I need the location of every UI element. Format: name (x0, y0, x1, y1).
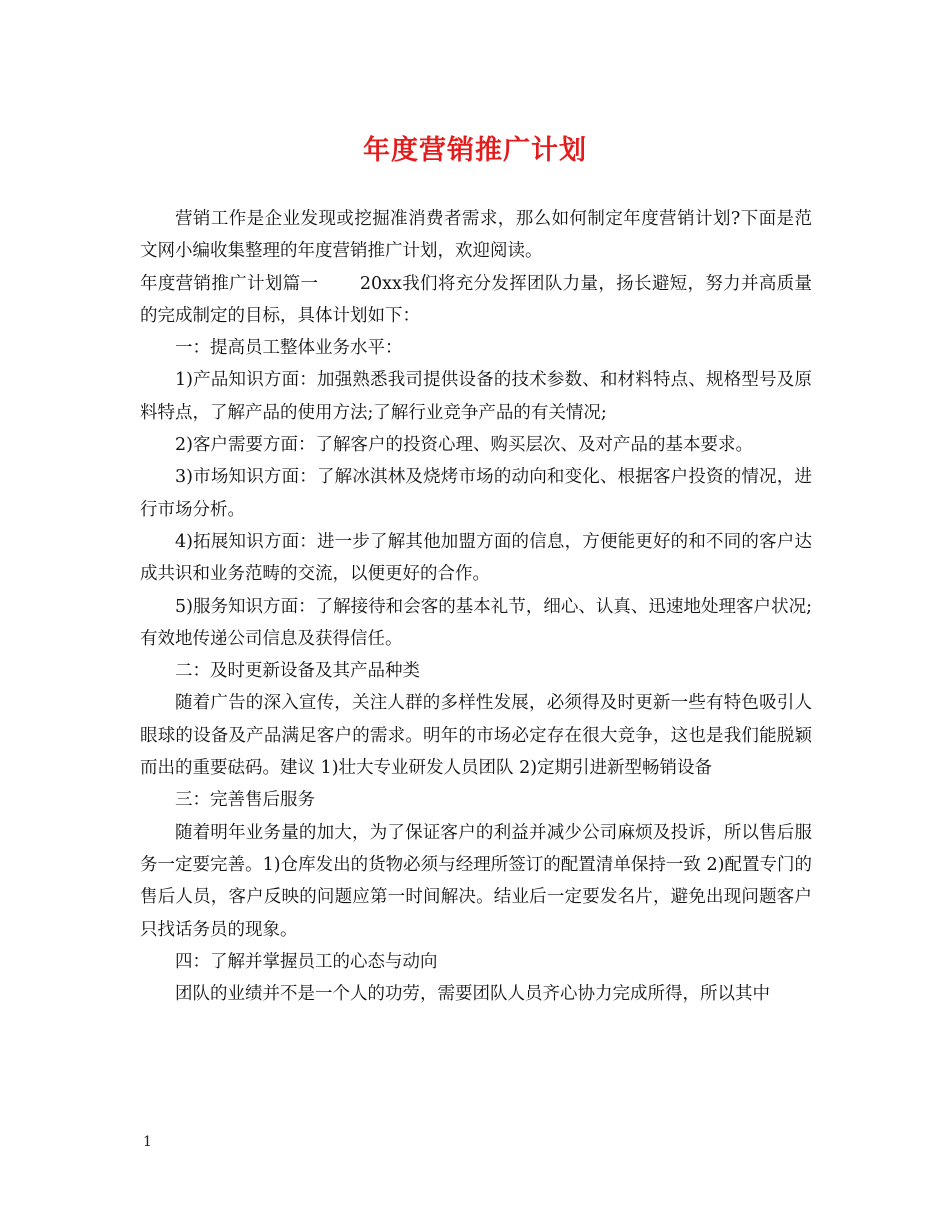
paragraph-product-knowledge: 1)产品知识方面：加强熟悉我司提供设备的技术参数、和材料特点、规格型号及原料特点，了解产品的使用方法;了解行业竞争产品的有关情况; (140, 370, 812, 423)
paragraph-plan-intro: 年度营销推广计划篇一 20xx我们将充分发挥团队力量，扬长避短，努力并高质量的完成制定的目标，具体计划如下： (140, 273, 812, 326)
section-heading-4: 四：了解并掌握员工的心态与动向 (175, 951, 438, 972)
paragraph-service-knowledge: 5)服务知识方面：了解接待和会客的基本礼节，细心、认真、迅速地处理客户状况;有效地传递公司信息及获得信任。 (140, 596, 812, 649)
page-number: 1 (143, 1134, 152, 1150)
paragraph-equipment-update: 随着广告的深入宣传，关注人群的多样性发展，必须得及时更新一些有特色吸引人眼球的设备及产品满足客户的需求。明年的市场必定存在很大竞争，这也是我们能脱颖而出的重要砝码。建议 1)壮大专业研发人员团队 2)定期引进新型畅销设备 (140, 693, 812, 779)
paragraph-team: 团队的业绩并不是一个人的功劳，需要团队人员齐心协力完成所得，所以其中 (175, 984, 770, 1005)
section-heading-2: 二：及时更新设备及其产品种类 (175, 661, 420, 682)
paragraph-expansion-knowledge: 4)拓展知识方面：进一步了解其他加盟方面的信息，方便能更好的和不同的客户达成共识和业务范畴的交流，以便更好的合作。 (140, 531, 812, 585)
section-heading-1: 一：提高员工整体业务水平： (175, 338, 403, 359)
document-title: 年度营销推广计划 (363, 135, 587, 166)
document-body (140, 203, 812, 1010)
paragraph-after-sales: 随着明年业务量的加大，为了保证客户的利益并减少公司麻烦及投诉，所以售后服务一定要完善。1)仓库发出的货物必须与经理所签订的配置清单保持一致 2)配置专门的售后人员，客户反映的问题应第一时间解决。结业后一定要发名片，避免出现问题客户只找话务员的现象。 (140, 822, 812, 940)
section-heading-3: 三：完善售后服务 (175, 790, 315, 811)
paragraph-market-knowledge: 3)市场知识方面：了解冰淇林及烧烤市场的动向和变化、根据客户投资的情况，进行市场分析。 (140, 467, 812, 520)
paragraph-customer-needs: 2)客户需要方面：了解客户的投资心理、购买层次、及对产品的基本要求。 (175, 435, 753, 456)
paragraph-intro: 营销工作是企业发现或挖掘准消费者需求，那么如何制定年度营销计划?下面是范文网小编收集整理的年度营销推广计划，欢迎阅读。 (140, 209, 812, 262)
